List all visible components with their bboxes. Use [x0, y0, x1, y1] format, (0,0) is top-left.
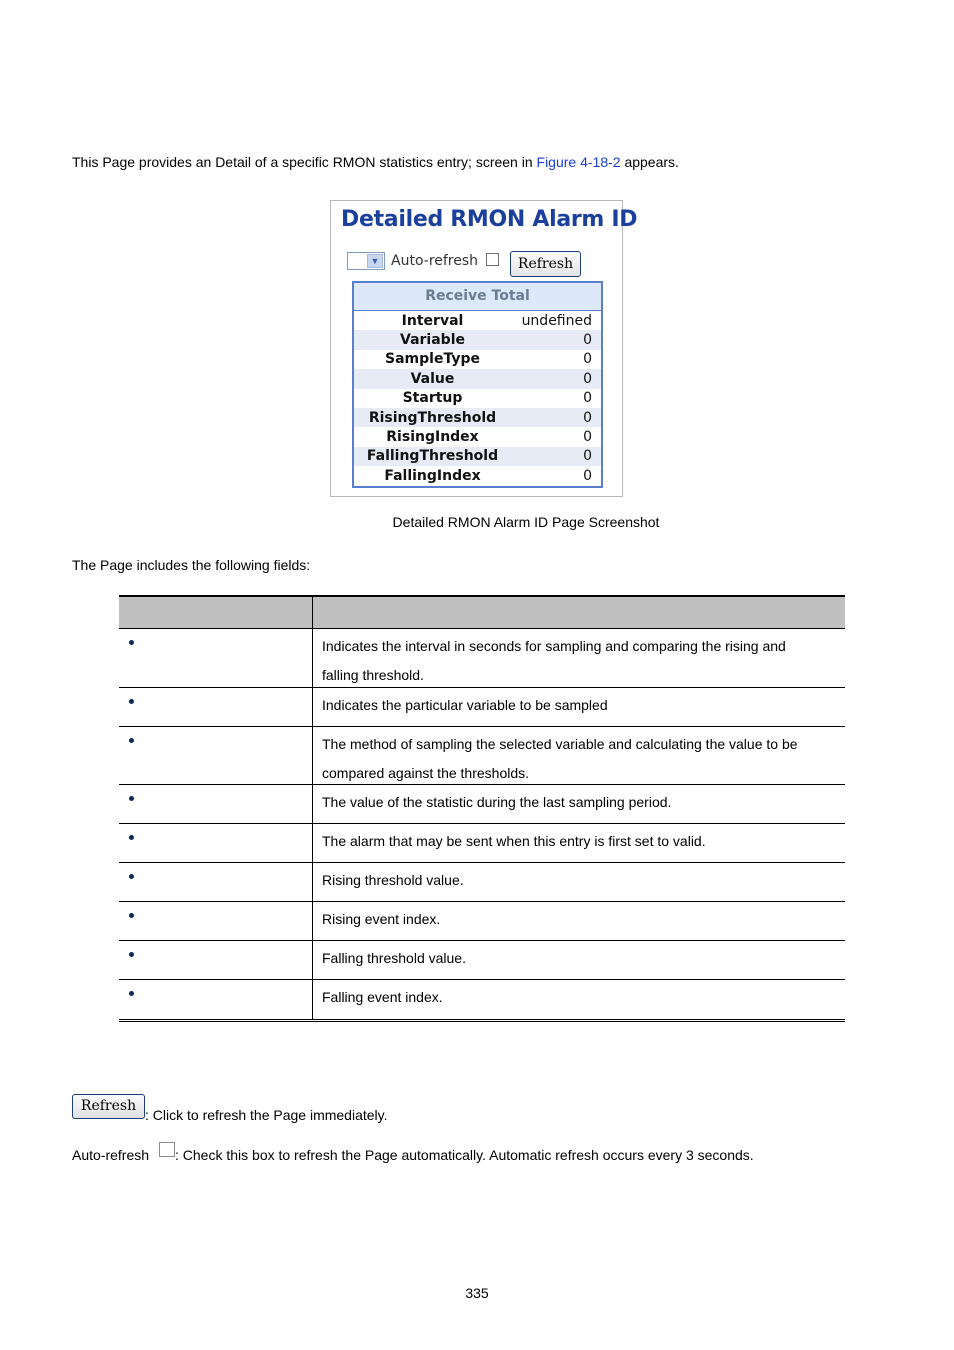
row-value: 0: [583, 370, 592, 387]
field-description-cell: [313, 863, 845, 901]
figure-link[interactable]: Figure 4-18-2: [536, 154, 621, 170]
row-value: 0: [583, 409, 592, 426]
alarm-detail-table: [352, 281, 603, 488]
table-row: [354, 369, 601, 388]
field-description-cell: [313, 727, 845, 784]
table-row: [354, 311, 601, 330]
description-line: The alarm that may be sent when this entry is first set to valid.: [322, 833, 706, 849]
figure-caption: Detailed RMON Alarm ID Page Screenshot: [392, 514, 660, 530]
table-body: [354, 311, 601, 486]
row-value: undefined: [521, 312, 592, 329]
row-label: Value: [410, 370, 455, 387]
field-object-cell: [119, 727, 313, 784]
row-label: RisingThreshold: [368, 409, 497, 426]
row-label: SampleType: [385, 351, 480, 368]
bullet-icon: [129, 699, 134, 704]
bullet-icon: [129, 952, 134, 957]
row-label: RisingIndex: [386, 429, 479, 446]
auto-refresh-checkbox[interactable]: [486, 253, 499, 266]
table-row: [354, 466, 601, 485]
row-value: 0: [583, 429, 592, 446]
auto-refresh-text: Auto-refresh: [72, 1147, 150, 1163]
field-description-cell: [313, 688, 845, 726]
row-label: Variable: [400, 332, 465, 349]
page-number: 335: [465, 1285, 489, 1301]
field-description-cell: [313, 941, 845, 979]
field-object-cell: [119, 902, 313, 940]
intro-text-after: appears.: [620, 154, 679, 170]
bullet-icon: [129, 913, 134, 918]
row-label: FallingThreshold: [366, 448, 499, 465]
table-row: [354, 350, 601, 369]
refresh-button-example[interactable]: Refresh: [72, 1094, 145, 1119]
description-line: Falling threshold value.: [322, 950, 466, 966]
auto-refresh-description: : Check this box to refresh the Page automatically. Automatic refresh occurs every 3 seconds.: [175, 1147, 754, 1163]
fields-lead: The Page includes the following fields:: [72, 557, 311, 573]
table-row: [354, 427, 601, 446]
field-row: [119, 727, 845, 785]
description-line: Falling event index.: [322, 989, 443, 1005]
bullet-icon: [129, 835, 134, 840]
description-line: Indicates the particular variable to be sampled: [322, 697, 608, 713]
field-object-cell: [119, 941, 313, 979]
field-object-cell: [119, 785, 313, 823]
screenshot-figure: [330, 200, 638, 497]
table-row: [354, 447, 601, 466]
auto-refresh-label: Auto-refresh: [391, 253, 479, 269]
row-value: 0: [583, 467, 592, 484]
auto-refresh-checkbox-example[interactable]: [159, 1142, 175, 1157]
intro-text-before: This Page provides an Detail of a specific RMON statistics entry; screen in: [72, 154, 537, 170]
table-row: [354, 330, 601, 349]
description-line: compared against the thresholds.: [322, 765, 530, 781]
field-object-cell: [119, 629, 313, 687]
bullet-icon: [129, 991, 134, 996]
bullet-icon: [129, 640, 134, 645]
description-line: falling threshold.: [322, 667, 424, 683]
intro-paragraph: [72, 153, 892, 171]
refresh-description: : Click to refresh the Page immediately.: [145, 1107, 388, 1123]
field-description-cell: [313, 980, 845, 1019]
description-line: Rising threshold value.: [322, 872, 464, 888]
header-object: [119, 597, 313, 628]
description-line: The method of sampling the selected variable and calculating the value to be: [322, 736, 798, 752]
field-row: [119, 863, 845, 902]
row-value: 0: [583, 351, 592, 368]
field-description-cell: [313, 629, 845, 687]
refresh-interval-select[interactable]: [347, 252, 385, 270]
description-line: Rising event index.: [322, 911, 441, 927]
description-line: The value of the statistic during the last sampling period.: [322, 794, 672, 810]
field-object-cell: [119, 824, 313, 862]
table-row: [354, 408, 601, 427]
bullet-icon: [129, 796, 134, 801]
row-label: Interval: [401, 312, 464, 329]
chevron-down-icon: ▼: [367, 254, 383, 268]
field-object-cell: [119, 688, 313, 726]
refresh-button[interactable]: Refresh: [510, 251, 581, 277]
row-value: 0: [583, 448, 592, 465]
field-row: [119, 629, 845, 688]
field-row: [119, 941, 845, 980]
field-row: [119, 902, 845, 941]
field-description-cell: [313, 824, 845, 862]
description-line: Indicates the interval in seconds for sampling and comparing the rising and: [322, 638, 786, 654]
table-row: [354, 389, 601, 408]
row-label: FallingIndex: [384, 467, 481, 484]
table-header: Receive Total: [354, 283, 601, 311]
field-description-cell: [313, 785, 845, 823]
field-object-cell: [119, 980, 313, 1019]
row-value: 0: [583, 332, 592, 349]
field-row: [119, 824, 845, 863]
row-label: Startup: [402, 390, 463, 407]
fields-table: [119, 595, 845, 1022]
field-row: [119, 688, 845, 727]
bullet-icon: [129, 738, 134, 743]
field-row: [119, 980, 845, 1019]
field-description-cell: [313, 902, 845, 940]
fields-table-body: [119, 629, 845, 1019]
figure-title: Detailed RMON Alarm ID: [341, 207, 638, 232]
bullet-icon: [129, 874, 134, 879]
field-row: [119, 785, 845, 824]
fields-table-header: [119, 597, 845, 629]
row-value: 0: [583, 390, 592, 407]
field-object-cell: [119, 863, 313, 901]
